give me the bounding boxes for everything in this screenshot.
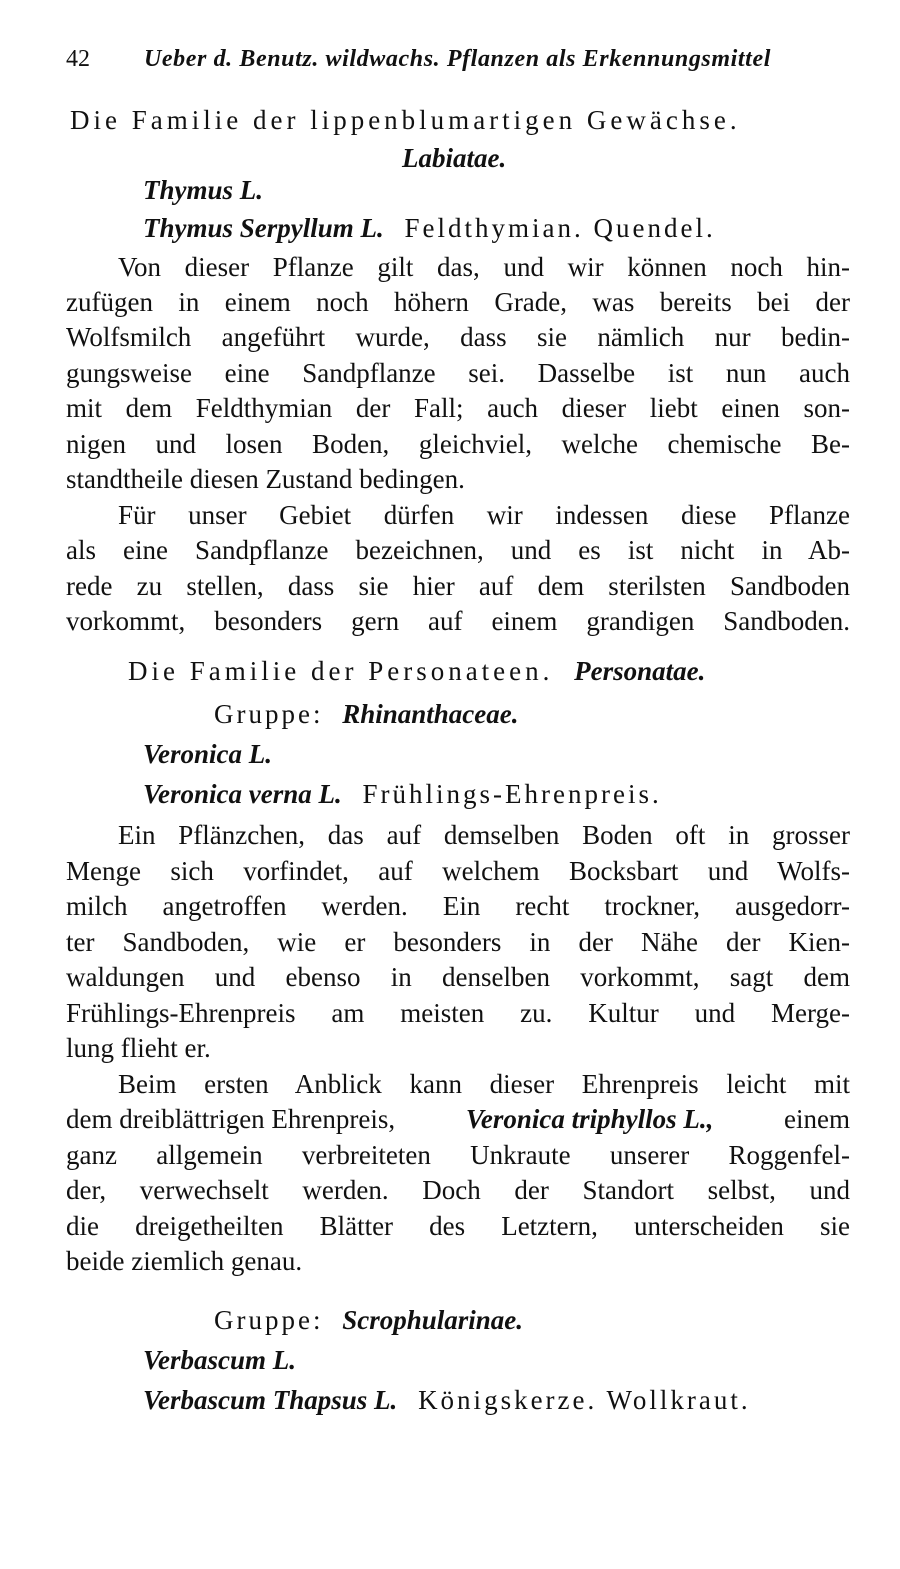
text-segment: einem [784,1104,850,1134]
text-line: waldungen und ebenso in denselben vorkommt, sagt dem [66,962,850,992]
text-line: die dreigetheilten Blätter des Letztern, unterscheiden sie [66,1211,850,1241]
species-heading-thymus [143,211,900,245]
text-line: vorkommt, besonders gern auf einem grandigen Sandboden. [66,606,850,636]
species-heading-veronica [143,777,900,811]
species-latin: Verbascum Thapsus L. [143,1385,398,1415]
text-line: Ein Pflänzchen, das auf demselben Boden oft in grosser [118,820,850,850]
text-line: ter Sandboden, wie er besonders in der Nähe der Kien- [66,927,850,957]
group-label: Gruppe: [214,699,324,729]
page-number: 42 [66,46,90,72]
family-latin-personatae: Personatae. [574,656,706,686]
genus-thymus: Thymus L. [143,175,264,205]
text-line: Beim ersten Anblick kann dieser Ehrenpreis leicht mit [118,1069,850,1099]
text-line: gungsweise eine Sandpflanze sei. Dasselbe ist nun auch [66,358,850,388]
text-line: lung flieht er. [66,1033,211,1063]
family-latin-labiatae: Labiatae. [402,143,507,173]
text-line: Wolfsmilch angeführt wurde, dass sie nämlich nur bedin- [66,322,850,352]
family-heading-personatae [128,654,900,688]
species-latin-inline: Veronica triphyllos L., [465,1104,714,1134]
text-line: als eine Sandpflanze bezeichnen, und es ist nicht in Ab- [66,535,850,565]
text-line: milch angetroffen werden. Ein recht trockner, ausgedorr- [66,891,850,921]
running-header [66,42,850,76]
text-line: mit dem Feldthymian der Fall; auch dieser liebt einen son- [66,393,850,423]
family-heading-labiatae: Die Familie der lippenblumartigen Gewächse. [70,105,741,135]
text-line: rede zu stellen, dass sie hier auf dem sterilsten Sandboden [66,571,850,601]
family-title: Die Familie der Personateen. [128,656,554,686]
text-line: ganz allgemein verbreiteten Unkraute unserer Roggenfel- [66,1140,850,1170]
text-line: standtheile diesen Zustand bedingen. [66,464,465,494]
text-line: Von dieser Pflanze gilt das, und wir können noch hin- [118,252,850,282]
group-rhinanthaceae [214,697,900,731]
species-common: Frühlings-Ehrenpreis. [362,779,662,809]
species-heading-verbascum [143,1383,900,1417]
text-line: Für unser Gebiet dürfen wir indessen diese Pflanze [118,500,850,530]
group-label: Gruppe: [214,1305,324,1335]
text-line: zufügen in einem noch höhern Grade, was bereits bei der [66,287,850,317]
text-line: der, verwechselt werden. Doch der Standort selbst, und [66,1175,850,1205]
text-line: nigen und losen Boden, gleichviel, welche chemische Be- [66,429,850,459]
species-common: Königskerze. Wollkraut. [418,1385,751,1415]
species-latin: Veronica verna L. [143,779,342,809]
text-line-with-latin [66,1102,850,1136]
species-latin: Thymus Serpyllum L. [143,213,384,243]
text-line: beide ziemlich genau. [66,1246,303,1276]
group-latin: Scrophularinae. [342,1305,524,1335]
text-segment: dem dreiblättrigen Ehrenpreis, [66,1104,396,1134]
genus-veronica: Veronica L. [143,739,273,769]
species-common: Feldthymian. Quendel. [404,213,716,243]
group-latin: Rhinanthaceae. [342,699,519,729]
text-line: Frühlings-Ehrenpreis am meisten zu. Kultur und Merge- [66,998,850,1028]
group-scrophularinae [214,1303,900,1337]
running-title: Ueber d. Benutz. wildwachs. Pflanzen als Erkennungsmittel [144,46,771,72]
text-line: Menge sich vorfindet, auf welchem Bocksbart und Wolfs- [66,856,850,886]
genus-verbascum: Verbascum L. [143,1345,297,1375]
